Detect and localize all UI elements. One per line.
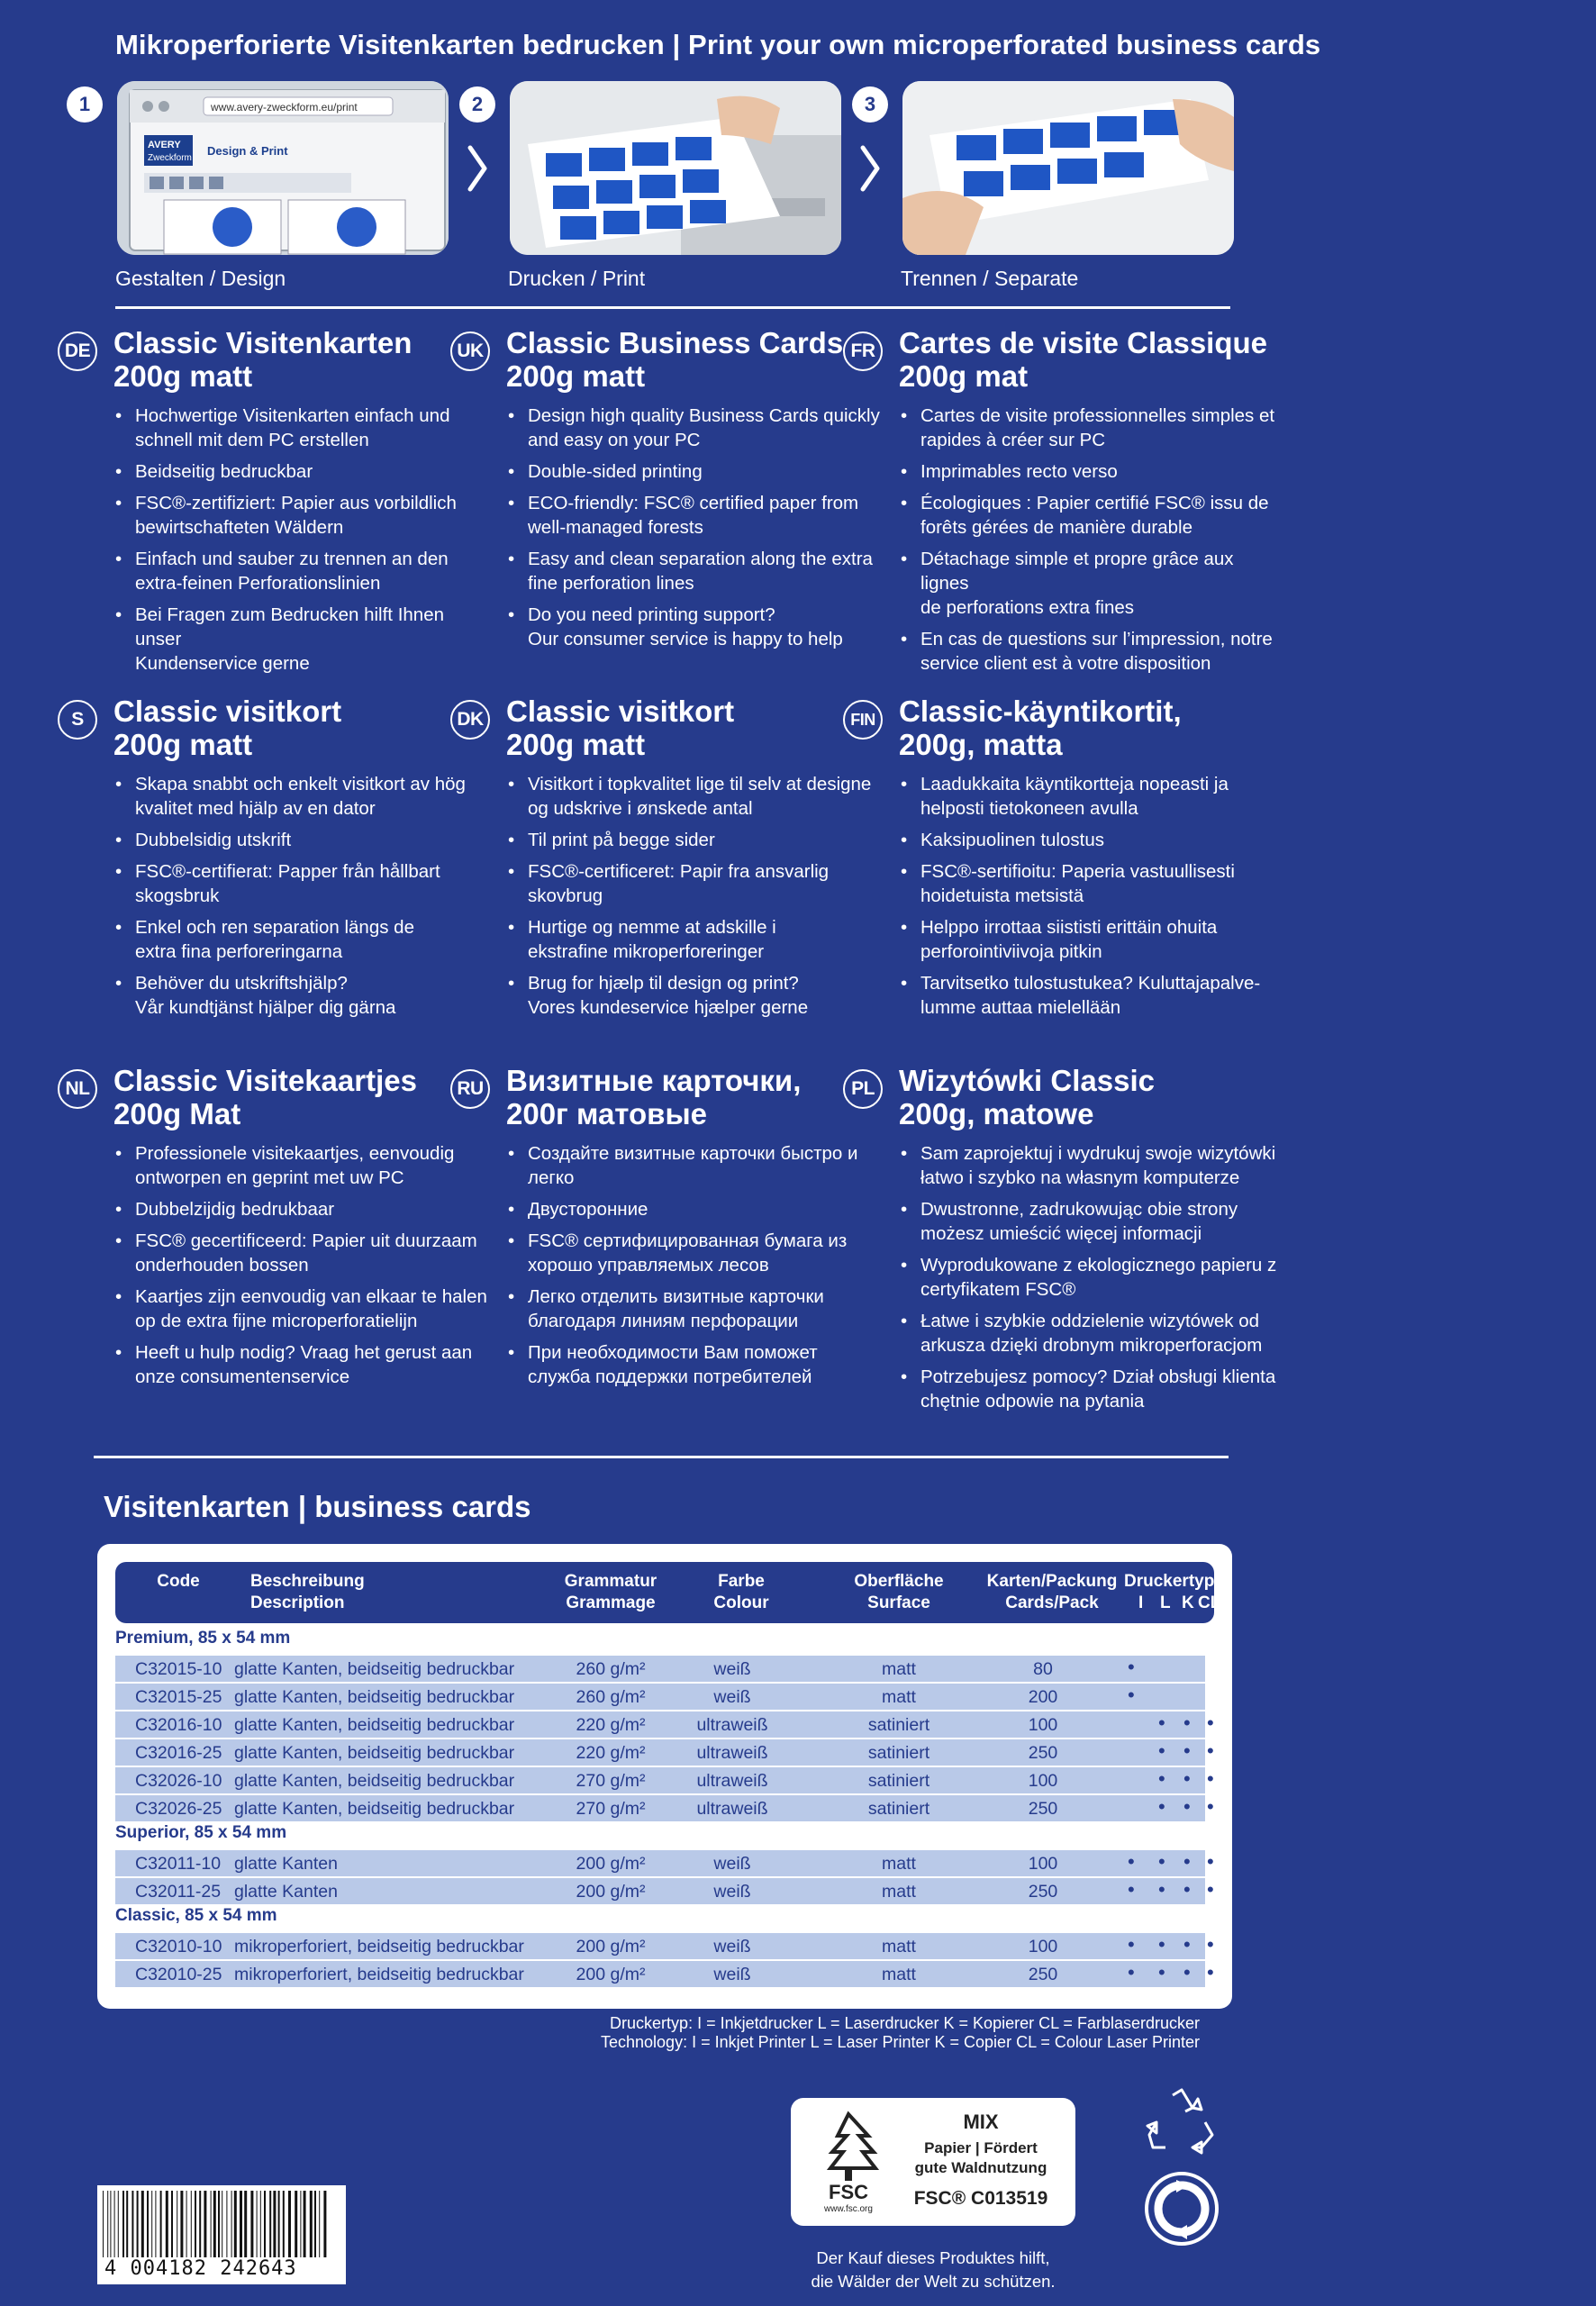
cell-description: glatte Kanten, beidseitig bedruckbar — [234, 1743, 515, 1763]
lang-block-nl — [65, 1064, 492, 1396]
feature-item: • Dwustronne, zadrukowując obie strony możesz umieścić więcej informacji — [899, 1197, 1277, 1246]
cell-surface: matt — [882, 1854, 916, 1874]
feature-item: • Wyprodukowane z ekologicznego papieru z certyfikatem FSC® — [899, 1253, 1277, 1302]
printer-compat-dot: • — [1158, 1961, 1165, 1984]
recycle-icon — [1146, 2086, 1218, 2156]
printer-compat-dot: • — [1183, 1961, 1191, 1984]
product-table — [97, 1544, 1232, 2009]
feature-item: • Sam zaprojektuj i wydrukuj swoje wizytówki łatwo i szybko na własnym komputerze — [899, 1141, 1277, 1190]
cell-grammage: 220 g/m² — [576, 1743, 646, 1763]
printer-compat-dot: • — [1128, 1878, 1135, 1901]
divider — [115, 306, 1230, 309]
barcode-number: 4 004182 242643 — [104, 2257, 297, 2280]
cell-surface: matt — [882, 1937, 916, 1956]
fsc-line2: gute Waldnutzung — [914, 2159, 1047, 2176]
column-header-code: Code — [157, 1572, 200, 1591]
lang-block-fr — [850, 326, 1277, 683]
cell-colour: ultraweiß — [696, 1715, 768, 1735]
avery-logo-top: AVERY — [148, 140, 181, 150]
feature-item: • Beidseitig bedruckbar — [113, 459, 492, 484]
cell-code: C32016-10 — [135, 1715, 222, 1735]
feature-list — [899, 772, 1277, 1020]
lang-block-dk — [457, 695, 884, 1027]
printer-compat-dot: • — [1183, 1739, 1191, 1762]
printer-compat-dot: • — [1158, 1711, 1165, 1734]
feature-item: • Cartes de visite professionnelles simples et rapides à créer sur PC — [899, 404, 1277, 452]
table-row — [115, 1684, 1205, 1711]
fsc-license: FSC® C013519 — [913, 2188, 1048, 2209]
cell-colour: weiß — [713, 1937, 751, 1956]
legend-line-en: Technology: I = Inkjet Printer L = Laser Printer K = Copier CL = Colour Laser Printer — [601, 2033, 1200, 2051]
cell-code: C32010-10 — [135, 1937, 222, 1956]
lang-title: Classic Visitenkarten 200g matt — [113, 326, 413, 393]
cell-description: glatte Kanten, beidseitig bedruckbar — [234, 1799, 515, 1819]
printer-compat-dot: • — [1183, 1711, 1191, 1734]
cell-cards-pack: 250 — [1028, 1965, 1058, 1984]
feature-item: • Helppo irrottaa siististi erittäin ohuita perforointiviivoja pitkin — [899, 915, 1277, 964]
cell-cards-pack: 250 — [1028, 1882, 1058, 1902]
lang-title: Cartes de visite Classique 200g mat — [899, 326, 1268, 393]
feature-list — [113, 404, 492, 676]
feature-item: • Создайте визитные карточки быстро и легко — [506, 1141, 884, 1190]
legend-line-de: Druckertyp: I = Inkjetdrucker L = Laserdrucker K = Kopierer CL = Farblaserdrucker — [610, 2014, 1200, 2032]
cell-grammage: 260 g/m² — [576, 1659, 646, 1679]
feature-item: • FSC®-zertifiziert: Papier aus vorbildlich bewirtschafteten Wäldern — [113, 491, 492, 540]
cell-surface: matt — [882, 1659, 916, 1679]
table-group-heading: Superior, 85 x 54 mm — [115, 1823, 287, 1842]
printer-compat-dot: • — [1183, 1767, 1191, 1790]
printer-compat-dot: • — [1158, 1795, 1165, 1818]
lang-code-badge: UK — [450, 331, 490, 371]
feature-item: • FSC®-sertifioitu: Paperia vastuullisesti hoidetuista metsistä — [899, 859, 1277, 908]
column-header-printer-type: Druckertyp — [1124, 1572, 1215, 1591]
step-photo-separate — [902, 81, 1234, 255]
printer-compat-dot: • — [1128, 1684, 1135, 1706]
table-row — [115, 1767, 1214, 1795]
cell-description: mikroperforiert, beidseitig bedruckbar — [234, 1937, 524, 1956]
printer-compat-dot: • — [1183, 1850, 1191, 1873]
printer-compat-dot: • — [1158, 1850, 1165, 1873]
feature-item: • Imprimables recto verso — [899, 459, 1277, 484]
page-title: Mikroperforierte Visitenkarten bedrucken | Print your own microperforated business cards — [115, 29, 1321, 60]
lang-code-badge: S — [58, 700, 97, 740]
cell-description: glatte Kanten, beidseitig bedruckbar — [234, 1715, 515, 1735]
fsc-site-text: www.fsc.org — [824, 2204, 873, 2214]
feature-item: • Двусторонние — [506, 1197, 884, 1221]
feature-list — [506, 404, 884, 651]
step-number-3: 3 — [852, 86, 888, 123]
lang-code-badge: DK — [450, 700, 490, 740]
feature-item: • Enkel och ren separation längs de extra fina perforeringarna — [113, 915, 492, 964]
step-number-1: 1 — [67, 86, 103, 123]
table-header — [115, 1562, 1221, 1623]
lang-code-badge: DE — [58, 331, 97, 371]
printer-compat-dot: • — [1207, 1961, 1214, 1984]
cell-grammage: 220 g/m² — [576, 1715, 646, 1735]
printer-compat-dot: • — [1207, 1850, 1214, 1873]
lang-code-badge: RU — [450, 1069, 490, 1109]
feature-item: • Bei Fragen zum Bedrucken hilft Ihnen unser Kundenservice gerne — [113, 603, 492, 676]
step-caption-3: Trennen / Separate — [901, 267, 1079, 290]
feature-item: • Hochwertige Visitenkarten einfach und schnell mit dem PC erstellen — [113, 404, 492, 452]
table-row — [115, 1878, 1214, 1906]
feature-item: • Łatwe i szybkie oddzielenie wizytówek od arkusza dzięki drobnym mikroperforacjom — [899, 1309, 1277, 1357]
cell-grammage: 260 g/m² — [576, 1687, 646, 1707]
cell-description: mikroperforiert, beidseitig bedruckbar — [234, 1965, 524, 1984]
printer-compat-dot: • — [1207, 1933, 1214, 1956]
feature-list — [899, 1141, 1277, 1413]
cell-cards-pack: 250 — [1028, 1743, 1058, 1763]
feature-item: • Visitkort i topkvalitet lige til selv at designe og udskrive i ønskede antal — [506, 772, 884, 821]
cell-code: C32016-25 — [135, 1743, 222, 1763]
lang-code-badge: NL — [58, 1069, 97, 1109]
printer-compat-dot: • — [1158, 1878, 1165, 1901]
feature-item: • Skapa snabbt och enkelt visitkort av hög kvalitet med hjälp av en dator — [113, 772, 492, 821]
cell-description: glatte Kanten — [234, 1854, 338, 1874]
chevron-right-icon — [859, 144, 881, 193]
column-header-colour: Farbe Colour — [713, 1572, 769, 1612]
feature-item: • Heeft u hulp nodig? Vraag het gerust aan onze consumentenservice — [113, 1340, 492, 1389]
lang-title: Wizytówki Classic 200g, matowe — [899, 1064, 1155, 1130]
lang-title: Classic Business Cards 200g matt — [506, 326, 844, 393]
feature-item: • ECO-friendly: FSC® certified paper from well-managed forests — [506, 491, 884, 540]
cell-code: C32026-25 — [135, 1799, 222, 1819]
cell-description: glatte Kanten — [234, 1882, 338, 1902]
fsc-label — [791, 2098, 1075, 2226]
barcode-bars — [97, 2189, 346, 2263]
feature-item: • Écologiques : Papier certifié FSC® issu de forêts gérées de manière durable — [899, 491, 1277, 540]
cell-colour: ultraweiß — [696, 1743, 768, 1763]
lang-block-de — [64, 326, 492, 683]
step-photo-print — [510, 81, 841, 255]
feature-item: • Hurtige og nemme at adskille i ekstrafine mikroperforeringer — [506, 915, 884, 964]
feature-item: • Til print på begge sider — [506, 828, 884, 852]
cell-colour: weiß — [713, 1882, 751, 1902]
feature-item: • Kaksipuolinen tulostus — [899, 828, 1277, 852]
cell-cards-pack: 250 — [1028, 1799, 1058, 1819]
table-row — [115, 1933, 1214, 1961]
cell-code: C32026-10 — [135, 1771, 222, 1791]
column-header-cards-pack: Karten/Packung Cards/Pack — [986, 1572, 1118, 1612]
feature-list — [113, 1141, 492, 1389]
feature-item: • Détachage simple et propre grâce aux lignes de perforations extra fines — [899, 547, 1277, 620]
printer-compat-dot: • — [1207, 1795, 1214, 1818]
step-caption-2: Drucken / Print — [508, 267, 646, 290]
cell-grammage: 200 g/m² — [576, 1937, 646, 1956]
cell-cards-pack: 100 — [1028, 1715, 1058, 1735]
feature-item: • Dubbelsidig utskrift — [113, 828, 492, 852]
printer-compat-dot: • — [1207, 1767, 1214, 1790]
lang-title: Classic visitkort 200g matt — [506, 695, 735, 761]
printer-compat-dot: • — [1158, 1933, 1165, 1956]
printer-compat-dot: • — [1158, 1767, 1165, 1790]
table-group-heading: Premium, 85 x 54 mm — [115, 1629, 291, 1648]
feature-item: • При необходимости Вам поможет служба поддержки потребителей — [506, 1340, 884, 1389]
cell-description: glatte Kanten, beidseitig bedruckbar — [234, 1771, 515, 1791]
footer-note-line2: die Wälder der Welt zu schützen. — [811, 2272, 1056, 2291]
lang-code-badge: FR — [843, 331, 883, 371]
feature-item: • FSC®-certifierat: Papper från hållbart skogsbruk — [113, 859, 492, 908]
printer-col-k: K — [1182, 1593, 1194, 1612]
feature-item: • Professionele visitekaartjes, eenvoudig ontworpen en geprint met uw PC — [113, 1141, 492, 1190]
lang-block-s — [71, 695, 492, 1027]
feature-item: • Design high quality Business Cards quickly and easy on your PC — [506, 404, 884, 452]
feature-list — [113, 772, 492, 1020]
printer-legend — [601, 2014, 1200, 2052]
avery-logo-bottom: Zweckform — [148, 153, 192, 163]
cell-grammage: 200 g/m² — [576, 1854, 646, 1874]
cell-code: C32011-10 — [135, 1854, 222, 1874]
table-group-heading: Classic, 85 x 54 mm — [115, 1906, 277, 1925]
step-number-2: 2 — [459, 86, 495, 123]
cell-cards-pack: 100 — [1028, 1854, 1058, 1874]
cell-surface: satiniert — [867, 1743, 930, 1763]
cell-grammage: 270 g/m² — [576, 1799, 646, 1819]
feature-list — [899, 404, 1277, 676]
cell-code: C32015-25 — [135, 1687, 222, 1707]
feature-item: • FSC® сертифицированная бумага из хорошо управляемых лесов — [506, 1229, 884, 1277]
printer-compat-dot: • — [1183, 1933, 1191, 1956]
section-title: Visitenkarten | business cards — [104, 1490, 531, 1523]
cell-colour: ultraweiß — [696, 1799, 768, 1819]
table-row — [115, 1739, 1214, 1767]
lang-title: Classic visitkort 200g matt — [113, 695, 342, 761]
cell-surface: satiniert — [867, 1715, 930, 1735]
printer-compat-dot: • — [1158, 1739, 1165, 1762]
cell-grammage: 200 g/m² — [576, 1965, 646, 1984]
table-row — [115, 1795, 1214, 1823]
table-row — [115, 1961, 1214, 1989]
barcode — [97, 2185, 346, 2284]
printer-compat-dot: • — [1128, 1933, 1135, 1956]
lang-block-fin — [850, 695, 1277, 1027]
cell-code: C32011-25 — [135, 1882, 222, 1902]
green-dot-icon — [1144, 2171, 1220, 2247]
printer-compat-dot: • — [1128, 1850, 1135, 1873]
printer-compat-dot: • — [1183, 1795, 1191, 1818]
column-header-surface: Oberfläche Surface — [854, 1572, 944, 1612]
cell-grammage: 200 g/m² — [576, 1882, 646, 1902]
cell-colour: weiß — [713, 1659, 751, 1679]
divider — [94, 1456, 1229, 1458]
cell-surface: satiniert — [867, 1799, 930, 1819]
feature-item: • Легко отделить визитные карточки благодаря линиям перфорации — [506, 1285, 884, 1333]
feature-item: • Do you need printing support? Our consumer service is happy to help — [506, 603, 884, 651]
fsc-line1: Papier | Fördert — [924, 2139, 1038, 2156]
printer-col-l: L — [1160, 1593, 1171, 1612]
printer-compat-dot: • — [1207, 1739, 1214, 1762]
cell-surface: matt — [882, 1965, 916, 1984]
fsc-mix: MIX — [963, 2111, 999, 2133]
column-header-grammage: Grammatur Grammage — [564, 1572, 657, 1612]
table-row — [115, 1656, 1205, 1684]
table-row — [115, 1850, 1214, 1878]
cell-colour: weiß — [713, 1965, 751, 1984]
lang-code-badge: FIN — [843, 700, 883, 740]
feature-list — [506, 1141, 884, 1389]
lang-title: Визитные карточки, 200г матовые — [506, 1064, 802, 1130]
lang-block-pl — [851, 1064, 1277, 1421]
column-header-description: Beschreibung Description — [250, 1572, 365, 1612]
feature-item: • FSC® gecertificeerd: Papier uit duurzaam onderhouden bossen — [113, 1229, 492, 1277]
feature-item: • Kaartjes zijn eenvoudig van elkaar te halen op de extra fijne microperforatielijn — [113, 1285, 492, 1333]
cell-surface: satiniert — [867, 1771, 930, 1791]
lang-title: Classic-käyntikortit, 200g, matta — [899, 695, 1182, 761]
lang-block-ru — [457, 1064, 884, 1396]
cell-cards-pack: 100 — [1028, 1771, 1058, 1791]
fsc-logo-text: FSC — [829, 2181, 868, 2203]
cell-colour: weiß — [713, 1854, 751, 1874]
feature-item: • Potrzebujesz pomocy? Dział obsługi klienta chętnie odpowie na pytania — [899, 1365, 1277, 1413]
footer-note — [791, 2247, 1075, 2293]
cell-colour: ultraweiß — [696, 1771, 768, 1791]
feature-item: • Dubbelzijdig bedrukbaar — [113, 1197, 492, 1221]
printer-compat-dot: • — [1207, 1711, 1214, 1734]
cell-grammage: 270 g/m² — [576, 1771, 646, 1791]
cell-cards-pack: 80 — [1033, 1659, 1053, 1679]
cell-cards-pack: 100 — [1028, 1937, 1058, 1956]
cell-code: C32015-10 — [135, 1659, 222, 1679]
feature-item: • Tarvitsetko tulostustukea? Kuluttajapalve- lumme auttaa mielellään — [899, 971, 1277, 1020]
cell-colour: weiß — [713, 1687, 751, 1707]
cell-surface: matt — [882, 1882, 916, 1902]
fsc-tree-icon — [803, 2107, 893, 2215]
chevron-right-icon — [467, 144, 488, 193]
cell-description: glatte Kanten, beidseitig bedruckbar — [234, 1687, 515, 1707]
feature-item: • Brug for hjælp til design og print? Vores kundeservice hjælper gerne — [506, 971, 884, 1020]
feature-item: • Easy and clean separation along the extra fine perforation lines — [506, 547, 884, 595]
printer-compat-dot: • — [1128, 1961, 1135, 1984]
lang-block-uk — [457, 326, 884, 658]
design-print-tagline: Design & Print — [207, 144, 288, 158]
cell-cards-pack: 200 — [1028, 1687, 1058, 1707]
feature-item: • FSC®-certificeret: Papir fra ansvarlig skovbrug — [506, 859, 884, 908]
printer-compat-dot: • — [1128, 1656, 1135, 1678]
feature-item: • En cas de questions sur l’impression, notre service client est à votre disposition — [899, 627, 1277, 676]
lang-code-badge: PL — [843, 1069, 883, 1109]
step-photo-design — [117, 81, 449, 255]
printer-compat-dot: • — [1207, 1878, 1214, 1901]
feature-item: • Behöver du utskriftshjälp? Vår kundtjänst hjälper dig gärna — [113, 971, 492, 1020]
table-row — [115, 1711, 1214, 1739]
footer-note-line1: Der Kauf dieses Produktes hilft, — [816, 2248, 1050, 2267]
feature-item: • Einfach und sauber zu trennen an den extra-feinen Perforationslinien — [113, 547, 492, 595]
printer-compat-dot: • — [1183, 1878, 1191, 1901]
printer-col-i: I — [1138, 1593, 1144, 1612]
browser-url-text: www.avery-zweckform.eu/print — [211, 101, 358, 113]
printer-col-cl: CL — [1198, 1593, 1221, 1612]
step-caption-1: Gestalten / Design — [115, 267, 286, 290]
lang-title: Classic Visitekaartjes 200g Mat — [113, 1064, 417, 1130]
feature-item: • Laadukkaita käyntikortteja nopeasti ja helposti tietokoneen avulla — [899, 772, 1277, 821]
cell-description: glatte Kanten, beidseitig bedruckbar — [234, 1659, 515, 1679]
feature-list — [506, 772, 884, 1020]
cell-code: C32010-25 — [135, 1965, 222, 1984]
cell-surface: matt — [882, 1687, 916, 1707]
feature-item: • Double-sided printing — [506, 459, 884, 484]
